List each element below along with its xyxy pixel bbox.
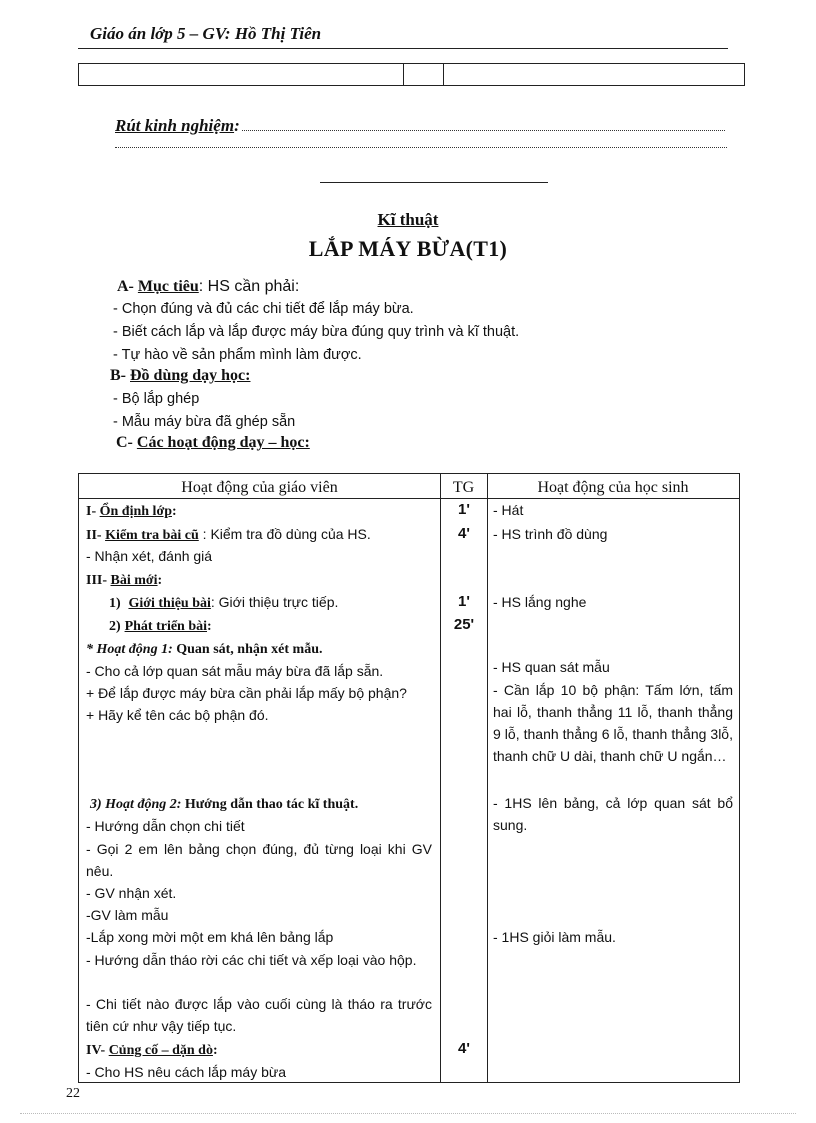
teacher-substep-1: 1) Giới thiệu bài: Giới thiệu trực tiếp. [109,594,339,611]
experience-dotted-line-2 [115,147,727,148]
activity-2-line: - Hướng dẫn tháo rời các chi tiết và xếp loại vào hộp. [86,952,417,968]
section-c-prefix: C- [116,434,137,451]
continuation-table-row [78,63,745,86]
section-b-heading: Đồ dùng dạy học: [130,367,251,384]
activity-1-line: + Để lắp được máy bừa cần phải lắp mấy bộ phận? [86,685,407,701]
column-divider [487,474,488,1082]
section-a-heading: Mục tiêu [137,278,199,295]
section-a-item: - Biết cách lắp và lắp được máy bừa đúng quy trình và kĩ thuật. [113,324,520,340]
subject-title: Kĩ thuật [377,210,439,229]
section-c-heading: Các hoạt động dạy – học: [136,434,310,451]
document-header-title: Giáo án lớp 5 – GV: Hồ Thị Tiên [90,24,322,43]
lesson-title: LẮP MÁY BỪA(T1) [308,236,508,261]
teacher-step-iv-line: - Cho HS nêu cách lắp máy bừa [86,1064,287,1080]
table-divider [443,64,444,85]
activity-2-line: - Hướng dẫn chọn chi tiết [86,818,245,834]
page-number: 22 [66,1086,80,1101]
teacher-step-i: I- Ổn định lớp: [86,504,177,519]
section-b-item: - Mẫu máy bừa đã ghép sẵn [113,414,296,430]
experience-dotted-line [242,118,725,131]
experience-colon: : [234,116,240,135]
header-divider [79,498,739,499]
activity-2-line: - GV nhận xét. [86,885,177,901]
section-a-item: - Chọn đúng và đủ các chi tiết để lắp máy bừa. [113,301,414,317]
page-bottom-border [20,1113,796,1114]
activity-1-heading: * Hoạt động 1: Quan sát, nhận xét mẫu. [86,642,323,657]
activity-1-line: + Hãy kể tên các bộ phận đó. [86,707,269,723]
teacher-step-ii-note: - Nhận xét, đánh giá [86,548,213,564]
column-divider [440,474,441,1082]
time-value: 4' [458,1040,470,1057]
student-activity: - Hát [493,502,524,518]
header-time: TG [452,479,475,496]
time-value: 1' [458,593,470,610]
activity-2-line: -Lắp xong mời một em khá lên bảng lắp [86,929,334,945]
teacher-step-iii: III- Bài mới: [86,573,163,588]
student-activity: - 1HS giỏi làm mẫu. [493,929,616,945]
section-b-prefix: B- [110,367,130,384]
activity-2-line: - Chi tiết nào được lắp vào cuối cùng là tháo ra trước tiên cứ như vậy tiếp tục. [86,996,432,1034]
student-activity: - Cần lắp 10 bộ phận: Tấm lớn, tấm hai lỗ, thanh thẳng 11 lỗ, thanh thẳng 9 lỗ, thanh thẳng 6 lỗ, thanh thẳng 3lỗ, thanh chữ U dài, thanh chữ U ngắn… [493,682,733,764]
activity-2-heading: 3) Hoạt động 2: Hướng dẫn thao tác kĩ thuật. [90,797,359,812]
header-rule [78,48,728,49]
teacher-substep-2: 2) Phát triển bài: [109,619,212,634]
activity-1-line: - Cho cả lớp quan sát mẫu máy bừa đã lắp sẵn. [86,663,384,679]
section-b [110,367,250,385]
activities-table [78,473,740,1083]
activity-2-line: -GV làm mẫu [86,907,169,923]
section-a-item: - Tự hào về sản phẩm mình làm được. [113,347,362,363]
header-teacher: Hoạt động của giáo viên [181,479,338,496]
experience-label: Rút kinh nghiệm [115,116,235,135]
header-student: Hoạt động của học sinh [537,479,689,496]
student-activity: - HS lắng nghe [493,594,587,610]
teacher-step-iv: IV- Củng cố – dặn dò: [86,1043,218,1058]
table-divider [403,64,404,85]
student-activity: - 1HS lên bảng, cả lớp quan sát bổ sung. [493,795,733,833]
activity-2-line: - Gọi 2 em lên bảng chọn đúng, đủ từng loại khi GV nêu. [86,841,432,879]
time-value: 1' [458,501,470,518]
section-a [117,278,299,296]
time-value: 4' [458,525,470,542]
section-b-item: - Bộ lắp ghép [113,391,200,407]
time-value: 25' [453,616,475,633]
section-a-text: : HS cần phải: [198,278,300,295]
student-activity: - HS quan sát mẫu [493,659,610,675]
section-separator [320,182,548,183]
teacher-step-ii: II- Kiểm tra bài cũ : Kiểm tra đồ dùng của HS. [86,526,371,543]
section-a-prefix: A- [117,278,138,295]
student-activity: - HS trình đồ dùng [493,526,608,542]
section-c [116,434,310,452]
experience-line [115,116,725,136]
